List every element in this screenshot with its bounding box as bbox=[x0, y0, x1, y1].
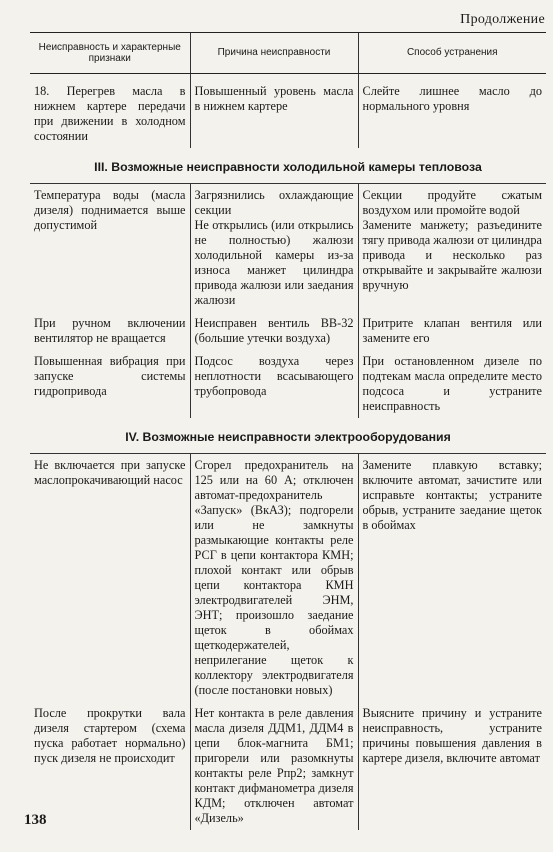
column-header-fault: Неисправность и характерные признаки bbox=[30, 33, 190, 74]
cause-cell: Нет контакта в реле давления масла дизеля ДДМ1, ДДМ4 в цепи блок-магнита БМ1; пригорели или разомкнуты контакты реле Рпр2; замкнут контакт дифманометра дизеля КДМ; отключен автомат «Дизель» bbox=[190, 702, 358, 830]
remedy-cell: Слейте лишнее масло до нормального уровня bbox=[358, 74, 546, 149]
remedy-cell: Секции продуйте сжатым воздухом или промойте водой Замените манжету; разъедините тягу привода жалюзи от цилиндра привода и несколько раз открывайте и закрывайте жалюзи вручную bbox=[358, 184, 546, 313]
fault-cell: При ручном включении вентилятор не вращается bbox=[34, 316, 186, 345]
table-header-row bbox=[30, 33, 546, 74]
table-row bbox=[30, 74, 546, 149]
fault-cell: После прокрутки вала дизеля стартером (схема пуска работает нормально) пуск дизеля не происходит bbox=[34, 706, 186, 765]
cause-cell: Сгорел предохранитель на 125 или на 60 А; отключен автомат-предохранитель «Запуск» (ВкАЗ); подгорели или не замкнуты размыкающие контакты реле РСГ в цепи контактора КМН; плохой контакт или обрыв цепи контактора КМН электродвигателей ЭНМ, ЭНТ; произошло заедание щеток в обоймах щеткодержателей, неприлегание щеток к коллектору электродвигателя (после постановки новых) bbox=[190, 454, 358, 703]
remedy-cell: Выясните причину и устраните неисправность, устраните причины повышения давления в картере дизеля, включите автомат bbox=[358, 702, 546, 830]
table-row bbox=[30, 312, 546, 350]
fault-cell: 18. Перегрев масла в нижнем картере передачи при движении в холодном состоянии bbox=[34, 84, 186, 143]
troubleshooting-table bbox=[30, 32, 546, 830]
table-row bbox=[30, 454, 546, 703]
remedy-cell: Притрите клапан вентиля или замените его bbox=[358, 312, 546, 350]
continuation-label: Продолжение bbox=[460, 12, 545, 27]
remedy-cell: Замените плавкую вставку; включите автомат, зачистите или исправьте контакты; устраните обрыв, устраните заедание щеток в обоймах bbox=[358, 454, 546, 703]
cause-cell: Загрязнились охлаждающие секции Не открылись (или открылись не полностью) жалюзи холодильной камеры из-за износа манжет цилиндра привода жалюзи или заедания жалюзи bbox=[190, 184, 358, 313]
section-title: III. Возможные неисправности холодильной камеры тепловоза bbox=[94, 160, 482, 174]
table-row bbox=[30, 702, 546, 830]
table-row bbox=[30, 350, 546, 418]
section-heading-row bbox=[30, 148, 546, 184]
fault-cell: Температура воды (масла дизеля) поднимается выше допустимой bbox=[30, 184, 190, 313]
section-heading-row bbox=[30, 418, 546, 454]
column-header-cause: Причина неисправности bbox=[190, 33, 358, 74]
cause-cell: Повышенный уровень масла в нижнем картере bbox=[190, 74, 358, 149]
cause-cell: Подсос воздуха через неплотности всасывающего трубопровода bbox=[190, 350, 358, 418]
fault-cell: Не включается при запуске маслопрокачивающий насос bbox=[30, 454, 190, 703]
column-header-remedy: Способ устранения bbox=[358, 33, 546, 74]
table-row bbox=[30, 184, 546, 313]
fault-cell: Повышенная вибрация при запуске системы гидропривода bbox=[34, 354, 186, 398]
cause-cell: Неисправен вентиль ВВ-32 (большие утечки воздуха) bbox=[190, 312, 358, 350]
section-title: IV. Возможные неисправности электрооборудования bbox=[125, 430, 451, 444]
page-number: 138 bbox=[24, 812, 47, 828]
remedy-cell: При остановленном дизеле по подтекам масла определите место подсоса и устраните неисправность bbox=[358, 350, 546, 418]
